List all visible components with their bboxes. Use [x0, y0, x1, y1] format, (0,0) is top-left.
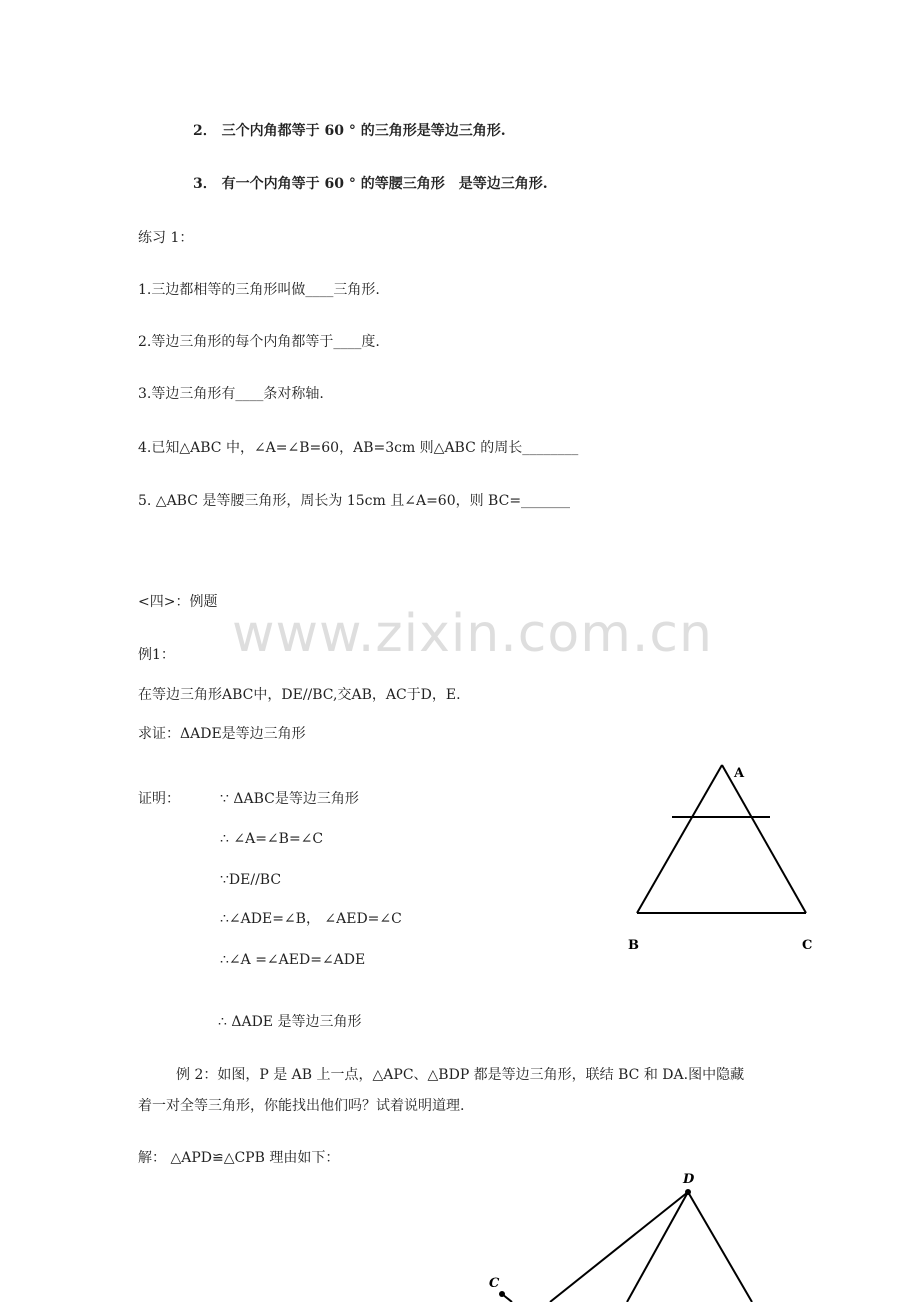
triangle-figure: [620, 755, 830, 950]
exercise-item-2: 2.等边三角形的每个内角都等于____度.: [138, 334, 380, 350]
proof-label: 证明：: [138, 791, 180, 807]
side-ab: [637, 765, 722, 913]
example2-line2: 着一对全等三角形，你能找出他们吗？试着说明道理.: [138, 1098, 465, 1114]
segment-d-left: [550, 1192, 688, 1302]
proof-line: ∴∠ADE=∠B， ∠AED=∠C: [220, 911, 402, 927]
property-2: 2． 三个内角都等于 60 ° 的三角形是等边三角形.: [193, 123, 506, 139]
example1-label: 例1：: [138, 647, 175, 663]
watermark: www.zixin.com.cn: [232, 604, 713, 664]
exercise-title: 练习 1：: [138, 230, 194, 246]
example1-statement: 在等边三角形ABC中，DE//BC,交AB，AC于D，E.: [138, 687, 461, 703]
label-c2: C: [489, 1276, 500, 1291]
proof-line: ∵DE//BC: [220, 872, 282, 888]
example2-solution: 解： △APD≌△CPB 理由如下：: [138, 1150, 340, 1166]
label-a: A: [734, 766, 745, 781]
proof-line: ∵ ΔABC是等边三角形: [220, 791, 359, 807]
label-d: D: [683, 1172, 695, 1187]
proof-line: ∴ ΔADE 是等边三角形: [218, 1014, 362, 1030]
point-d: [685, 1189, 691, 1195]
point-c: [499, 1291, 505, 1297]
exercise-item-4: 4.已知△ABC 中，∠A=∠B=60，AB=3cm 则△ABC 的周长________: [138, 440, 579, 456]
example2-line1: 例 2：如图，P 是 AB 上一点，△APC、△BDP 都是等边三角形，联结 BC 和 DA.图中隐藏: [176, 1067, 745, 1083]
property-3: 3． 有一个内角等于 60 ° 的等腰三角形 是等边三角形.: [193, 176, 548, 192]
label-c: C: [802, 938, 813, 950]
segment-d-mid: [627, 1192, 688, 1302]
label-b: B: [628, 938, 639, 950]
proof-line: ∴∠A =∠AED=∠ADE: [220, 952, 366, 968]
section-title: <四>：例题: [138, 594, 218, 610]
proof-line: ∴ ∠A=∠B=∠C: [220, 831, 324, 847]
exercise-item-3: 3.等边三角形有____条对称轴.: [138, 386, 324, 402]
exercise-item-1: 1.三边都相等的三角形叫做____三角形.: [138, 282, 380, 298]
example1-goal: 求证：ΔADE是等边三角形: [138, 726, 306, 742]
side-ac: [722, 765, 806, 913]
exercise-item-5: 5. △ABC 是等腰三角形，周长为 15cm 且∠A=60，则 BC=_______: [138, 493, 571, 509]
figure-2: [480, 1165, 780, 1302]
segment-d-right: [688, 1192, 752, 1302]
